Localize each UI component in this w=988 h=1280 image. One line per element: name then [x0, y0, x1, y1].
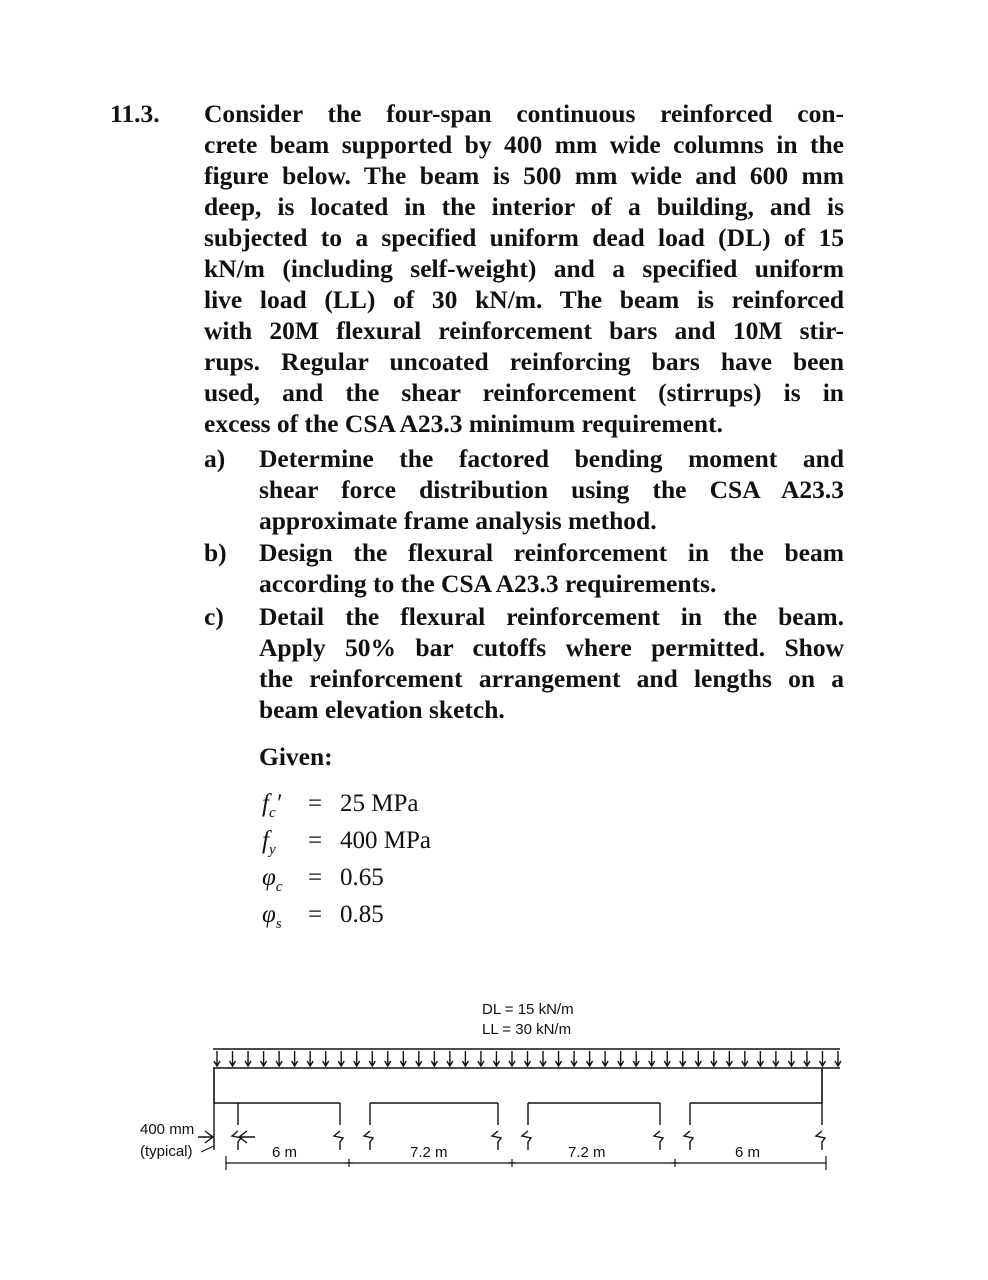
load-arrow: [509, 1051, 515, 1066]
part-line: Apply 50% bar cutoffs where permitted. Show: [259, 633, 844, 662]
load-arrow: [478, 1051, 484, 1066]
beam-outline: [214, 1068, 822, 1103]
load-arrow: [400, 1051, 406, 1066]
given-symbol: $f_y$: [262, 827, 276, 858]
part-line: beam elevation sketch.: [259, 695, 505, 724]
statement-line: deep, is located in the interior of a building, and is: [204, 192, 844, 221]
equals-sign: =: [308, 827, 323, 854]
given-value: 400 MPa: [340, 827, 431, 854]
load-arrow: [633, 1051, 639, 1066]
load-arrow: [742, 1051, 748, 1066]
equals-sign: =: [308, 901, 323, 928]
given-value: 0.85: [340, 901, 384, 928]
given-symbol: $f_c'$: [262, 790, 282, 821]
load-arrow: [804, 1051, 810, 1066]
statement-line: with 20M flexural reinforcement bars and 10M stir-: [204, 316, 844, 345]
load-arrow: [230, 1051, 236, 1066]
statement-line: excess of the CSA A23.3 minimum requirement.: [204, 409, 723, 438]
equals-sign: =: [308, 864, 323, 891]
given-value: 25 MPa: [340, 790, 419, 817]
load-arrow: [292, 1051, 298, 1066]
load-arrow: [602, 1051, 608, 1066]
column-support: [816, 1103, 825, 1150]
load-arrow: [385, 1051, 391, 1066]
part-line: approximate frame analysis method.: [259, 506, 657, 535]
statement-line: crete beam supported by 400 mm wide columns in the: [204, 130, 844, 159]
load-arrow: [307, 1051, 313, 1066]
column-support: [492, 1103, 531, 1150]
column-support: [654, 1103, 693, 1150]
statement-line: kN/m (including self-weight) and a specified uniform: [204, 254, 844, 283]
dead-load-label: DL = 15 kN/m: [482, 1001, 574, 1018]
load-arrow: [323, 1051, 329, 1066]
equals-sign: =: [308, 790, 323, 817]
load-arrow: [757, 1051, 763, 1066]
columns: [198, 1103, 825, 1150]
statement-line: used, and the shear reinforcement (stirrups) is in: [204, 378, 844, 407]
distributed-load-arrows: [213, 1049, 841, 1066]
part-label: a): [204, 444, 226, 473]
load-arrow: [261, 1051, 267, 1066]
leader-line: [201, 1146, 214, 1152]
load-arrow: [649, 1051, 655, 1066]
given-title: Given:: [259, 742, 333, 771]
load-arrow: [695, 1051, 701, 1066]
problem-number: 11.3.: [110, 99, 160, 128]
part-line: Detail the flexural reinforcement in the beam.: [259, 602, 844, 631]
given-value: 0.65: [340, 864, 384, 891]
span-label: 7.2 m: [568, 1144, 606, 1161]
statement-line: figure below. The beam is 500 mm wide and 600 mm: [204, 161, 844, 190]
load-arrow: [354, 1051, 360, 1066]
load-arrow: [447, 1051, 453, 1066]
load-arrow: [214, 1051, 220, 1066]
column-support: [198, 1103, 255, 1150]
load-arrow: [416, 1051, 422, 1066]
column-width-label: 400 mm: [140, 1121, 195, 1138]
statement-line: subjected to a specified uniform dead load (DL) of 15: [204, 223, 844, 252]
load-arrow: [245, 1051, 251, 1066]
part-label: c): [204, 602, 224, 631]
span-label: 6 m: [735, 1144, 761, 1161]
load-arrow: [618, 1051, 624, 1066]
load-arrow: [726, 1051, 732, 1066]
load-arrow: [462, 1051, 468, 1066]
load-arrow: [587, 1051, 593, 1066]
statement-line: live load (LL) of 30 kN/m. The beam is reinforced: [204, 285, 844, 314]
load-arrow: [819, 1051, 825, 1066]
load-arrow: [431, 1051, 437, 1066]
load-arrow: [664, 1051, 670, 1066]
load-arrow: [540, 1051, 546, 1066]
load-arrow: [525, 1051, 531, 1066]
span-label: 7.2 m: [410, 1144, 448, 1161]
load-arrow: [369, 1051, 375, 1066]
load-arrow: [276, 1051, 282, 1066]
statement-line: rups. Regular uncoated reinforcing bars have been: [204, 347, 844, 376]
load-arrow: [338, 1051, 344, 1066]
part-line: according to the CSA A23.3 requirements.: [259, 569, 717, 598]
load-arrow: [680, 1051, 686, 1066]
live-load-label: LL = 30 kN/m: [482, 1021, 572, 1038]
load-arrow: [571, 1051, 577, 1066]
load-arrow: [773, 1051, 779, 1066]
load-arrow: [835, 1051, 841, 1066]
part-label: b): [204, 538, 227, 567]
given-symbol: $\varphi_c$: [262, 864, 283, 895]
part-line: shear force distribution using the CSA A23.3: [259, 475, 844, 504]
load-arrow: [493, 1051, 499, 1066]
part-line: Design the flexural reinforcement in the beam: [259, 538, 844, 567]
part-line: Determine the factored bending moment and: [259, 444, 844, 473]
span-label: 6 m: [272, 1144, 298, 1161]
load-arrow: [788, 1051, 794, 1066]
load-arrow: [711, 1051, 717, 1066]
given-symbol: $\varphi_s$: [262, 901, 282, 932]
part-line: the reinforcement arrangement and lengths on a: [259, 664, 844, 693]
column-typical-label: (typical): [140, 1143, 193, 1160]
column-support: [334, 1103, 373, 1150]
statement-line: Consider the four-span continuous reinforced con-: [204, 99, 844, 128]
load-arrow: [556, 1051, 562, 1066]
